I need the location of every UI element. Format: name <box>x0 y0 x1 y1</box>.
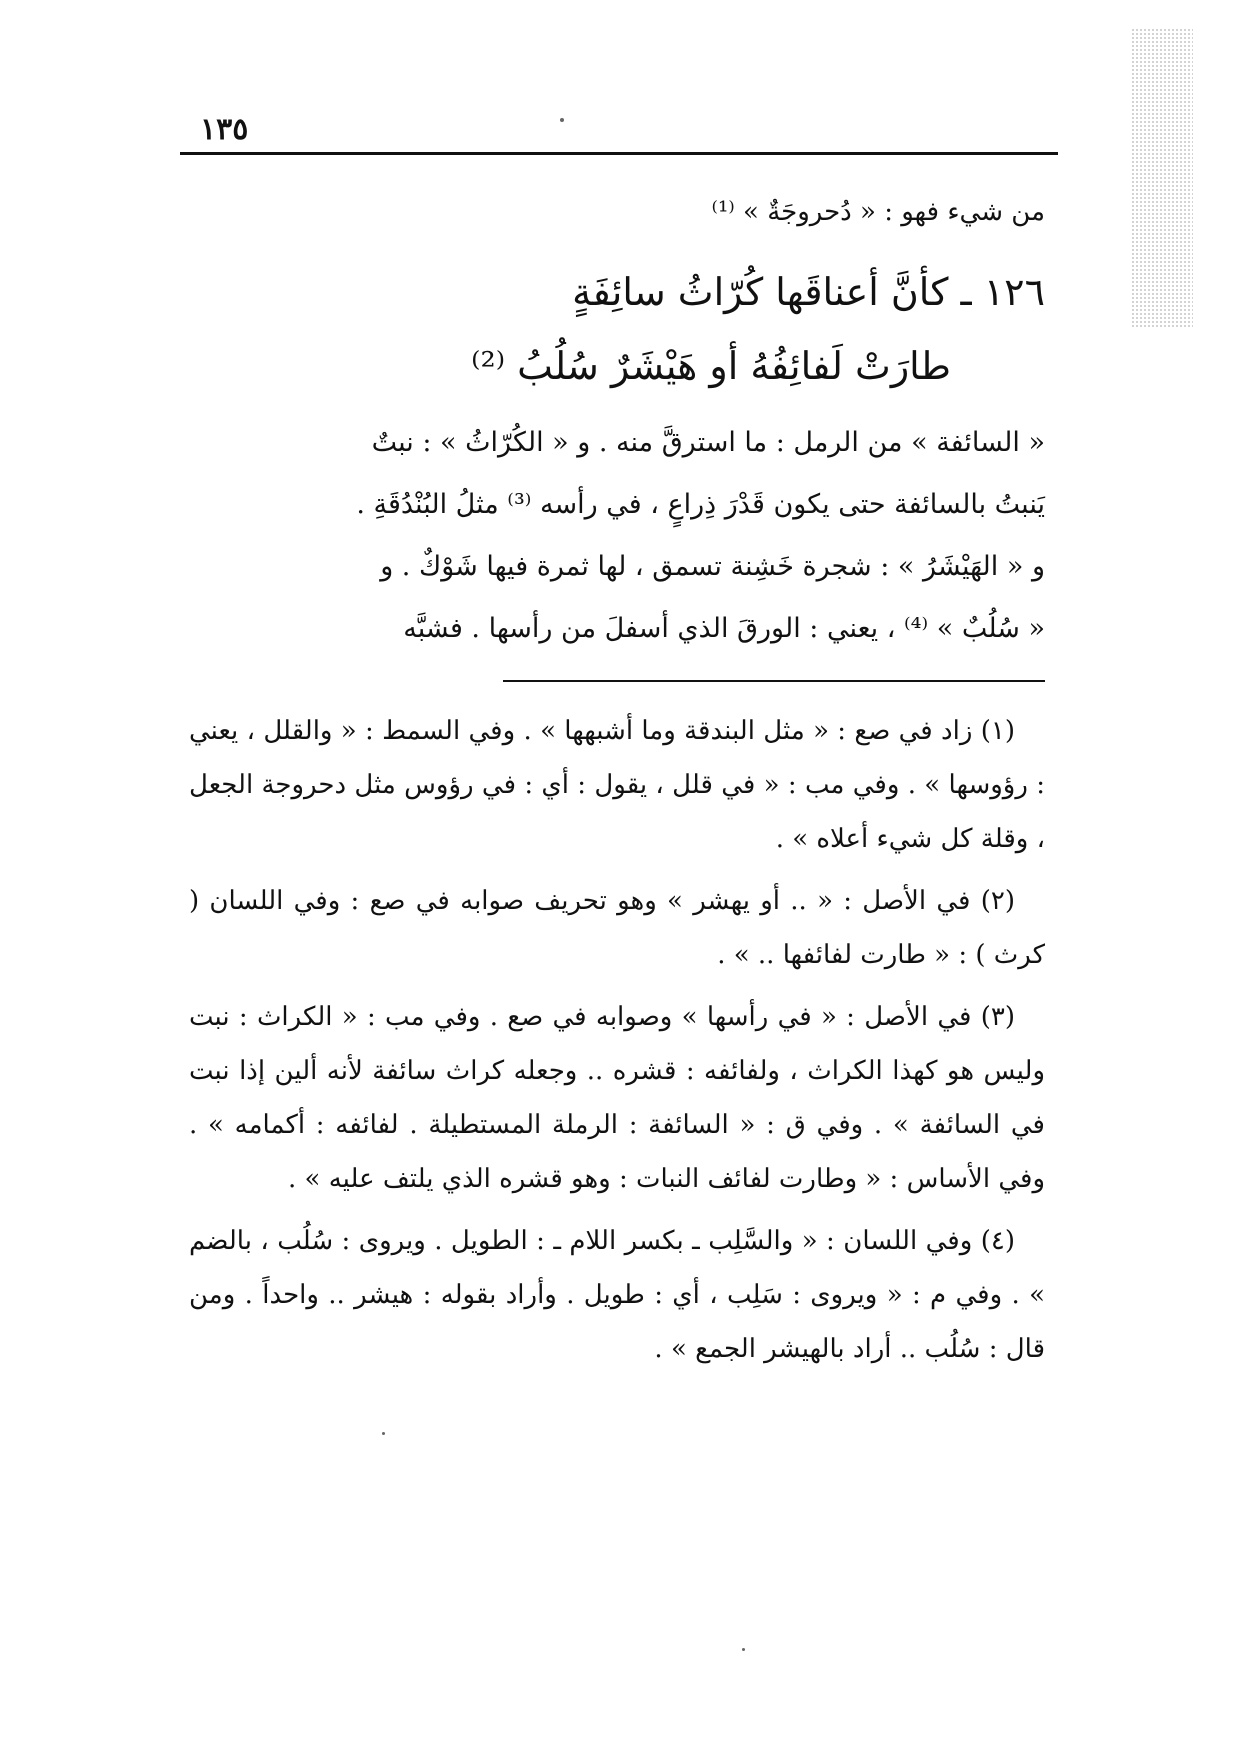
commentary-line: « سُلُبٌ » ⁽⁴⁾ ، يعني : الورقَ الذي أسفلَ من رأسها . فشبَّه <box>403 613 1045 644</box>
intro-line: من شيء فهو : « دُحروجَةٌ » ⁽¹⁾ <box>711 197 1045 227</box>
commentary <box>189 412 1045 660</box>
footnote-2: (٢) في الأصل : « .. أو يهشر » وهو تحريف صوابه في صع : وفي اللسان ( كرث ) : « طارت لفائفها .. » . <box>189 886 1045 970</box>
page-number: ١٣٥ <box>200 112 249 147</box>
scan-speck <box>742 1648 745 1651</box>
scan-speck <box>560 118 564 122</box>
verse-first-hemistich: ١٢٦ ـ كأنَّ أعناقَها كُرّاثُ سائِفَةٍ <box>572 270 1045 314</box>
footnote-3: (٣) في الأصل : « في رأسها » وصوابه في صع . وفي مب : « الكراث : نبت وليس هو كهذا الكراث ، ولفائفه : قشره .. وجعله كراث سائفة لأنه ألين إذا نبت في السائفة » . وفي ق : « السائفة : الرملة المستطيلة . لفائفه : أكمامه » . وفي الأساس : « وطارت لفائف النبات : وهو قشره الذي يلتف عليه » . <box>189 1002 1045 1194</box>
commentary-line: يَنبتُ بالسائفة حتى يكون قَدْرَ ذِراعٍ ، في رأسه ⁽³⁾ مثلُ البُنْدُقَةِ . <box>356 489 1045 520</box>
footnote-1: (١) زاد في صع : « مثل البندقة وما أشبهها » . وفي السمط : « والقلل ، يعني : رؤوسها » . وفي مب : « في قلل ، يقول : أي : في رؤوس مثل دحروجة الجعل ، وقلة كل شيء أعلاه » . <box>189 716 1045 854</box>
header-rule <box>180 152 1058 155</box>
footnote-4: (٤) وفي اللسان : « والسَّلِب ـ بكسر اللام ـ : الطويل . ويروى : سُلُب ، بالضم » . وفي م : « ويروى : سَلِب ، أي : طويل . وأراد بقوله : هيشر .. واحداً . ومن قال : سُلُب .. أراد بالهيشر الجمع » . <box>189 1226 1045 1364</box>
commentary-line: « السائفة » من الرمل : ما استرقَّ منه . و « الكُرّاثُ » : نبتٌ <box>371 427 1045 458</box>
commentary-line: و « الهَيْشَرُ » : شجرة خَشِنة تسمق ، لها ثمرة فيها شَوْكٌ . و <box>380 551 1045 582</box>
scan-speck <box>382 1432 385 1435</box>
scan-edge-texture <box>1131 28 1193 328</box>
footnote-separator <box>503 680 1045 682</box>
verse-second-hemistich: طارَتْ لَفائِفُهُ أو هَيْشَرٌ سُلُبُ ⁽²⁾ <box>471 344 951 388</box>
footnotes <box>189 704 1045 1384</box>
